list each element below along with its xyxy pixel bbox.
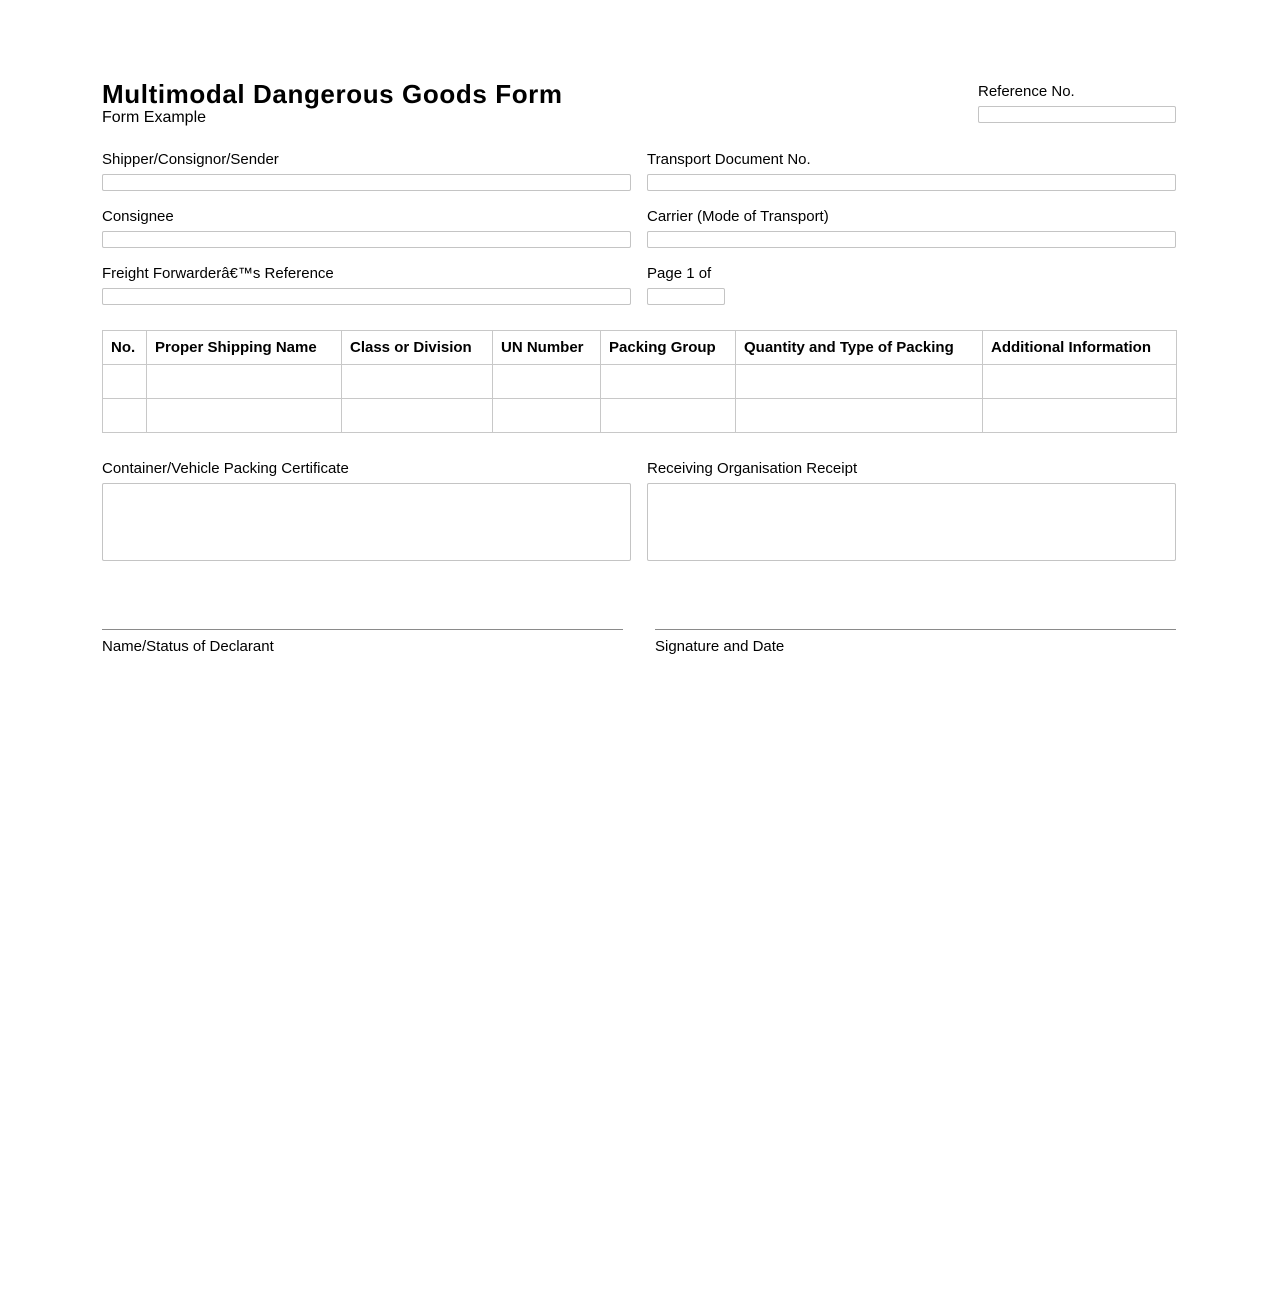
carrier-input[interactable] [647, 231, 1176, 248]
table-cell[interactable] [103, 399, 147, 433]
table-cell[interactable] [147, 399, 342, 433]
column-header-un-number: UN Number [493, 331, 601, 365]
reference-no-label: Reference No. [978, 83, 1075, 100]
packing-certificate-label: Container/Vehicle Packing Certificate [102, 460, 349, 477]
column-header-no: No. [103, 331, 147, 365]
table-cell[interactable] [342, 399, 493, 433]
column-header-class-or-division: Class or Division [342, 331, 493, 365]
table-cell[interactable] [493, 399, 601, 433]
transport-document-input[interactable] [647, 174, 1176, 191]
table-row [103, 365, 1177, 399]
packing-certificate-textarea[interactable] [102, 483, 631, 561]
reference-no-input[interactable] [978, 106, 1176, 123]
page-count-label: Page 1 of [647, 265, 712, 282]
signature-date-line[interactable] [655, 629, 1176, 630]
signature-date-label: Signature and Date [655, 638, 785, 655]
declarant-label: Name/Status of Declarant [102, 638, 274, 655]
table-cell[interactable] [601, 365, 736, 399]
table-cell[interactable] [983, 365, 1177, 399]
consignee-label: Consignee [102, 208, 174, 225]
table-cell[interactable] [147, 365, 342, 399]
shipper-input[interactable] [102, 174, 631, 191]
table-header-row [103, 331, 1177, 365]
column-header-quantity-and-type: Quantity and Type of Packing [736, 331, 983, 365]
table-row [103, 399, 1177, 433]
form-title: Multimodal Dangerous Goods Form [102, 79, 563, 109]
dangerous-goods-table [102, 330, 1177, 433]
carrier-label: Carrier (Mode of Transport) [647, 208, 829, 225]
table-cell[interactable] [601, 399, 736, 433]
column-header-additional-information: Additional Information [983, 331, 1177, 365]
table-cell[interactable] [736, 365, 983, 399]
column-header-packing-group: Packing Group [601, 331, 736, 365]
receipt-textarea[interactable] [647, 483, 1176, 561]
form-subtitle: Form Example [102, 109, 207, 126]
table-cell[interactable] [342, 365, 493, 399]
declarant-signature-line[interactable] [102, 629, 623, 630]
table-cell[interactable] [983, 399, 1177, 433]
column-header-proper-shipping-name: Proper Shipping Name [147, 331, 342, 365]
table-cell[interactable] [493, 365, 601, 399]
table-cell[interactable] [736, 399, 983, 433]
transport-document-label: Transport Document No. [647, 151, 811, 168]
consignee-input[interactable] [102, 231, 631, 248]
receipt-label: Receiving Organisation Receipt [647, 460, 858, 477]
freight-forwarder-input[interactable] [102, 288, 631, 305]
page-count-input[interactable] [647, 288, 725, 305]
freight-forwarder-label: Freight Forwarderâ€™s Reference [102, 265, 334, 282]
shipper-label: Shipper/Consignor/Sender [102, 151, 279, 168]
table-cell[interactable] [103, 365, 147, 399]
